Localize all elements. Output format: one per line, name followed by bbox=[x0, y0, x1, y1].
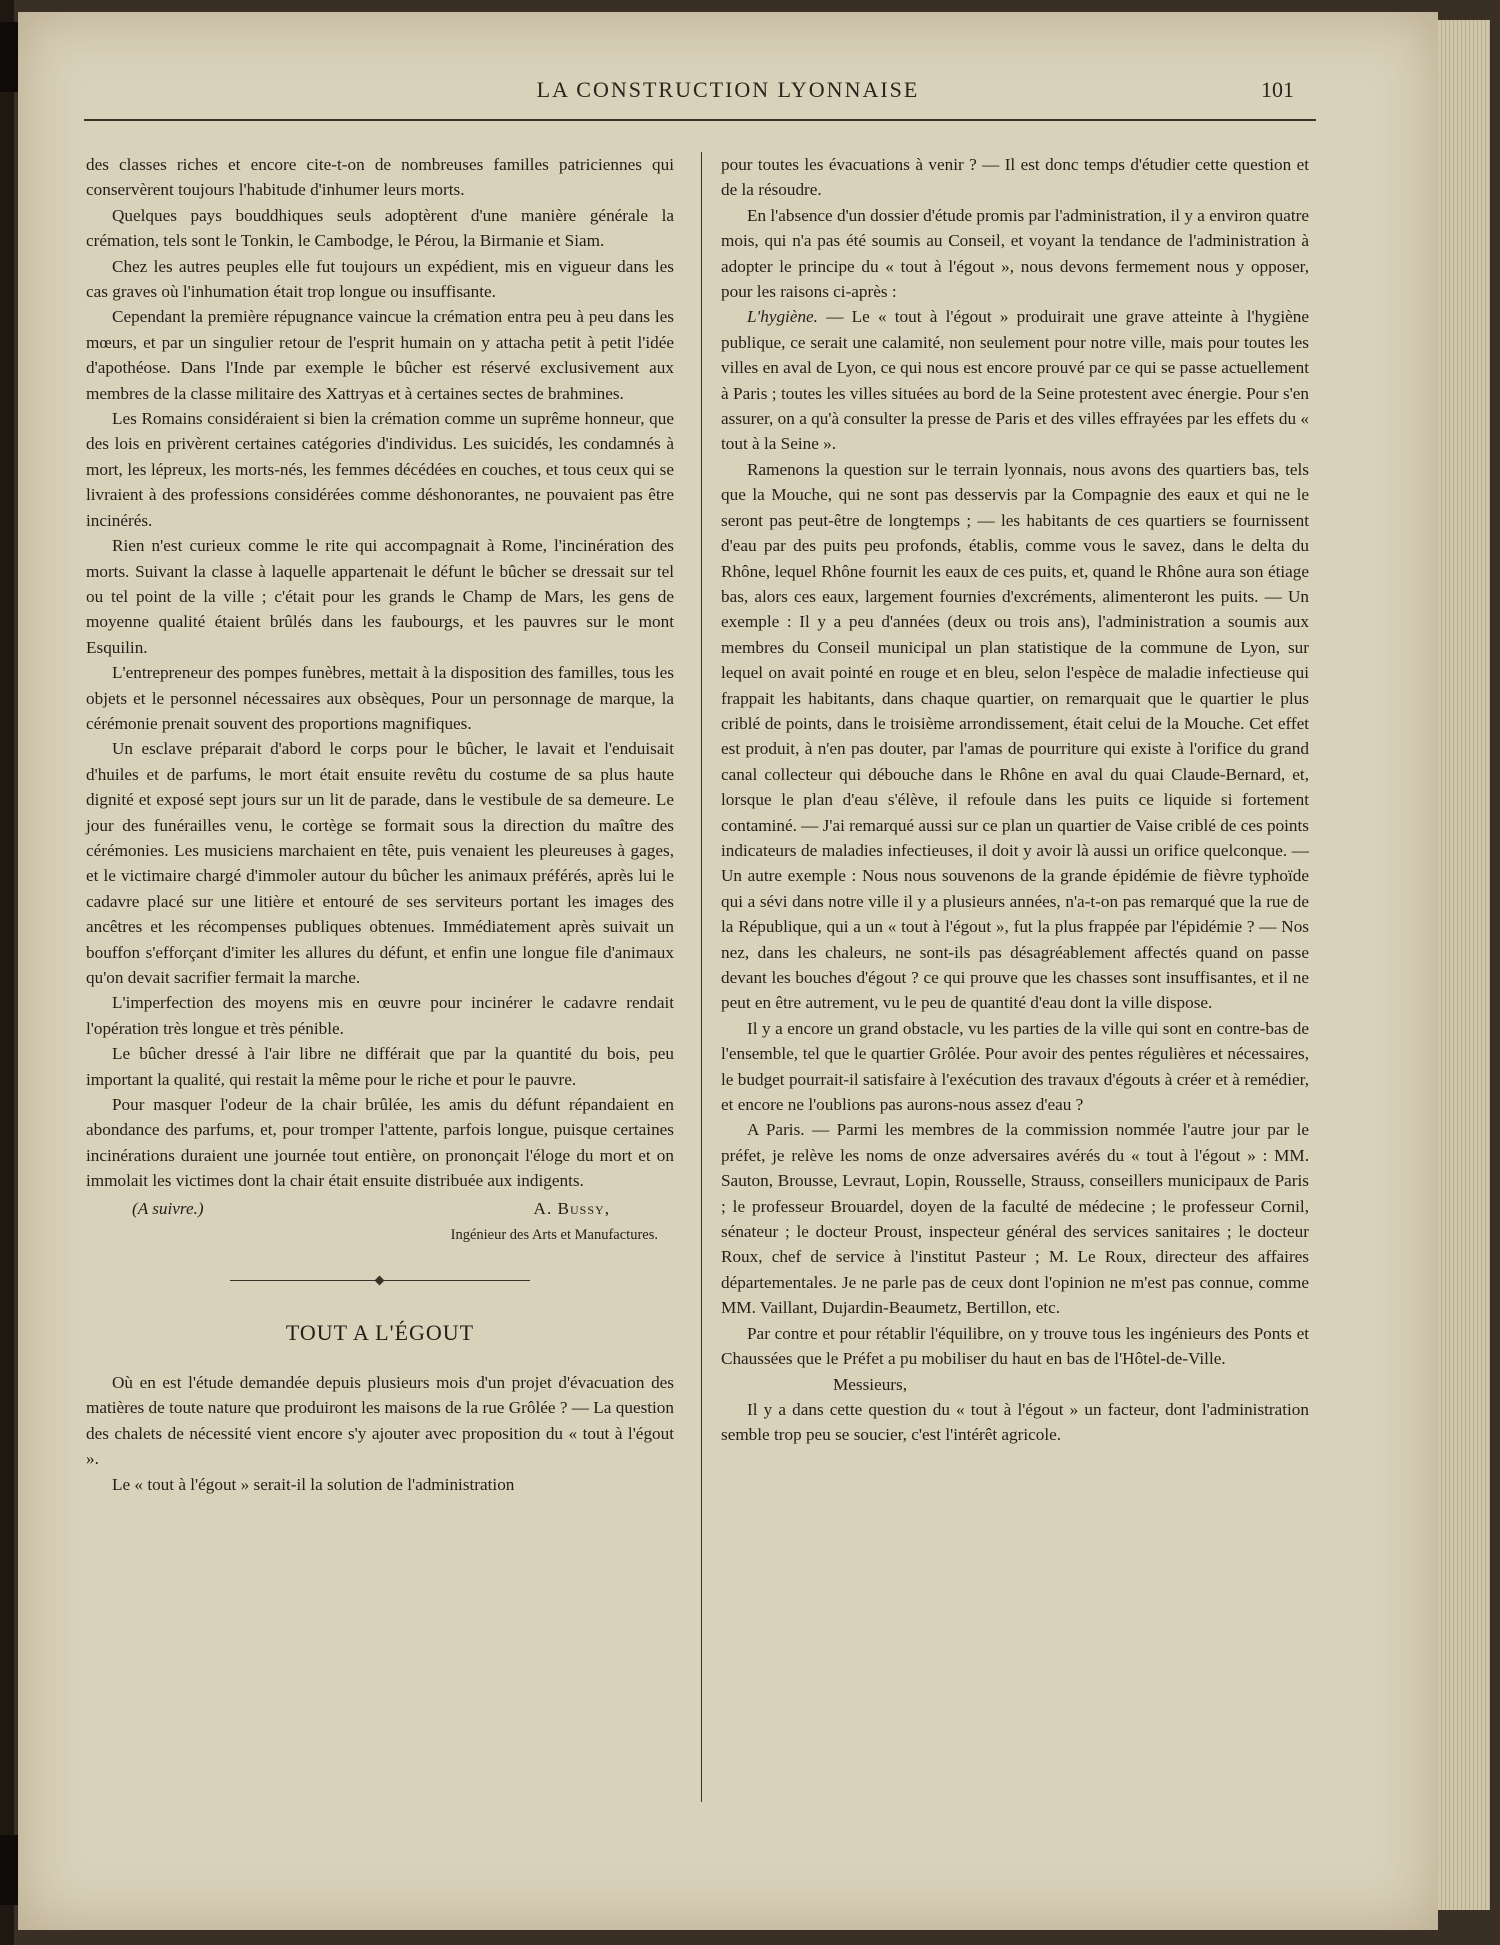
article-signature bbox=[86, 1196, 674, 1221]
paragraph: Ramenons la question sur le terrain lyonnais, nous avons des quartiers bas, tels que la Mouche, qui ne sont pas desservis par la Compagnie des eaux et qui ne le seront pas peut-être de longtemps ; — les habitants de ces quartiers se fournissent d'eau par des puits peu profonds, établis, comme vous le savez, dans le delta du Rhône, lequel Rhône fournit les eaux de ces puits, et, quand le Rhône aura son étiage bas, alors ces eaux, largement fournies d'excréments, alimenteront les puits. — Un exemple : Il y a peu d'années (deux ou trois ans), l'administration a soumis aux membres du Conseil municipal un plan statistique de la commune de Lyon, sur lequel on avait pointé en rouge et en bleu, selon l'espèce de maladie infectieuse qui frappait les habitants, dans chaque quartier, on remarquait que le quartier le plus criblé de points, dans le troisième arrondissement, était celui de la Mouche. Cet effet est produit, à n'en pas douter, par l'amas de pourriture qui existe à l'orifice du grand canal collecteur qui débouche dans le Rhône en aval du quai Claude-Bernard, et, lorsque le plan d'eau s'élève, il refoule dans les puits ce liquide si fortement contaminé. — J'ai remarqué aussi sur ce plan un quartier de Vaise criblé de ces points indicateurs de maladies infectieuses, il doit y avoir là aussi un orifice quelconque. — Un autre exemple : Nous nous souvenons de la grande épidémie de fièvre typhoïde qui a sévi dans notre ville il y a plusieurs années, n'a-t-on pas remarqué que la rue de la République, qui a un « tout à l'égout », fut la plus frappée par l'épidémie ? — Nos nez, dans les chaleurs, ne sont-ils pas désagréablement affectés quand on passe devant les bouches d'égout ? ce qui prouve que les chasses sont insuffisantes, et il ne peut en être autrement, vu le peu de quantité d'eau dont la ville dispose. bbox=[721, 459, 1309, 1013]
paragraph: En l'absence d'un dossier d'étude promis par l'administration, il y a environ quatre mois, qui n'a pas été soumis au Conseil, et voyant la tendance de l'administration à adopter le principe du « tout à l'égout », nous devons fermement nous y opposer, pour les raisons ci-après : bbox=[721, 205, 1309, 302]
paragraph: Quelques pays bouddhiques seuls adoptèrent d'une manière générale la crémation, tels sont le Tonkin, le Cambodge, le Pérou, la Birmanie et Siam. bbox=[86, 205, 674, 251]
page-number: 101 bbox=[1261, 77, 1294, 102]
paragraph: Il y a encore un grand obstacle, vu les parties de la ville qui sont en contre-bas de l'ensemble, tel que le quartier Grôlée. Pour avoir des pentes régulières et nécessaires, le budget pourrait-il satisfaire à l'exécution des travaux d'égouts à créer et à remédier, et encore ne l'oublions pas aurons-nous assez d'eau ? bbox=[721, 1018, 1309, 1115]
author-name: A. Bussy, bbox=[533, 1198, 610, 1218]
hygiene-lead: L'hygiène. bbox=[747, 307, 818, 327]
paragraph: Le « tout à l'égout » serait-il la solution de l'administration bbox=[112, 1474, 515, 1494]
paragraph: pour toutes les évacuations à venir ? — Il est donc temps d'étudier cette question et de la résoudre. bbox=[721, 155, 1309, 200]
paragraph: A Paris. — Parmi les membres de la commission nommée l'autre jour par le préfet, je relève les noms de onze adversaires avérés du « tout à l'égout » : MM. Sauton, Brousse, Levraut, Lopin, Rousselle, Strauss, conseillers municipaux de Paris ; le professeur Brouardel, doyen de la faculté de médecine ; le professeur Cornil, sénateur ; le docteur Proust, inspecteur général des services sanitaires ; le docteur Roux, chef de service à l'institut Pasteur ; M. Le Roux, directeur des affaires départementales. Je ne parle pas de ceux dont l'opinion ne m'est pas connue, comme MM. Vaillant, Dujardin-Beaumetz, Bertillon, etc. bbox=[721, 1120, 1309, 1318]
to-be-continued-note: (A suivre.) bbox=[132, 1198, 204, 1218]
paragraph: Il y a dans cette question du « tout à l'égout » un facteur, dont l'administration semble trop peu se soucier, c'est l'intérêt agricole. bbox=[721, 1399, 1309, 1445]
section-title: TOUT A L'ÉGOUT bbox=[285, 1320, 475, 1346]
paragraph: L'entrepreneur des pompes funèbres, mettait à la disposition des familles, tous les objets et le personnel nécessaires aux obsèques, Pour un personnage de marque, la cérémonie prenait souvent des proportions magnifiques. bbox=[86, 663, 674, 733]
left-column bbox=[86, 152, 674, 1497]
paragraph: Rien n'est curieux comme le rite qui accompagnait à Rome, l'incinération des morts. Suivant la classe à laquelle appartenait le défunt le bûcher se dressait sur tel ou tel point de la ville ; c'était pour les grands le Champ de Mars, les gens de moyenne qualité étaient brûlés dans les faubourgs, et les pauvres sur le mont Esquilin. bbox=[86, 536, 674, 657]
paragraph: des classes riches et encore cite-t-on de nombreuses familles patriciennes qui conservèrent toujours l'habitude d'inhumer leurs morts. bbox=[86, 155, 674, 200]
binding-tab bbox=[0, 1835, 20, 1905]
paragraph-text: — Le « tout à l'égout » produirait une grave atteinte à l'hygiène publique, ce serait une calamité, non seulement pour notre ville, mais pour toutes les villes en aval de Lyon, ce qui nous est encore prouvé par ce qui se passe actuellement à Paris ; toutes les villes situées au bord de la Seine protestent avec énergie. Pour s'en assurer, on a qu'à consulter la presse de Paris et des villes effrayées par les effets du « tout à la Seine ». bbox=[721, 307, 1309, 454]
journal-page bbox=[18, 12, 1438, 1930]
section-ornament bbox=[230, 1276, 530, 1286]
paragraph: Cependant la première répugnance vaincue la crémation entra peu à peu dans les mœurs, et par un singulier retour de l'esprit humain on y attacha petit à petit l'idée d'apothéose. Dans l'Inde par exemple le bûcher est réservé exclusivement aux membres de la classe militaire des Xattryas et à certaines sectes de brahmines. bbox=[86, 307, 674, 403]
paragraph: Les Romains considéraient si bien la crémation comme un suprême honneur, que des lois en privèrent certaines catégories d'individus. Les suicidés, les condamnés à mort, les lépreux, les morts-nés, les femmes décédées en couches, et tous ceux qui se livraient à des professions considérées comme déshonorantes, ne pouvaient pas être incinérés. bbox=[86, 409, 674, 530]
salutation: Messieurs, bbox=[833, 1374, 907, 1394]
page-stack-edge bbox=[1438, 20, 1490, 1910]
paragraph: Un esclave préparait d'abord le corps pour le bûcher, le lavait et l'enduisait d'huiles et de parfums, le mort était ensuite revêtu du costume de sa plus haute dignité et exposé sept jours sur un lit de parade, dans le vestibule de sa demeure. Le jour des funérailles venu, le cortège se formait sous la direction du maître des cérémonies. Les musiciens marchaient en tête, puis venaient les pleureuses à gages, et le victimaire chargé d'immoler autour du bûcher les animaux préférés, après lui le cadavre placé sur une litière et entouré de ses serviteurs portant les images des ancêtres et les récompenses publiques obtenues. Immédiatement après suivait un bouffon s'efforçant d'imiter les allures du défunt, et enfin une longue file d'animaux qu'on devait sacrifier fermait la marche. bbox=[86, 739, 674, 987]
book-spine bbox=[0, 0, 14, 1945]
author-affiliation: Ingénieur des Arts et Manufactures. bbox=[450, 1227, 658, 1244]
running-title: LA CONSTRUCTION LYONNAISE bbox=[536, 77, 920, 102]
paragraph: L'imperfection des moyens mis en œuvre pour incinérer le cadavre rendait l'opération très longue et très pénible. bbox=[86, 993, 674, 1038]
paragraph bbox=[721, 304, 1309, 456]
right-column bbox=[721, 152, 1309, 1448]
column-divider bbox=[701, 152, 702, 1802]
paragraph: Chez les autres peuples elle fut toujours un expédient, mis en vigueur dans les cas graves où l'inhumation était trop longue ou insuffisante. bbox=[86, 256, 674, 302]
paragraph: Où en est l'étude demandée depuis plusieurs mois d'un projet d'évacuation des matières de toute nature que produiront les maisons de la rue Grôlée ? — La question des chalets de nécessité vient encore s'y ajouter avec proposition du « tout à l'égout ». bbox=[86, 1372, 674, 1469]
header-rule bbox=[84, 119, 1316, 121]
paragraph: Par contre et pour rétablir l'équilibre, on y trouve tous les ingénieurs des Ponts et Chaussées que le Préfet a pu mobiliser du haut en bas de l'Hôtel-de-Ville. bbox=[721, 1323, 1309, 1369]
paragraph: Le bûcher dressé à l'air libre ne différait que par la quantité du bois, peu important la qualité, qui restait la même pour le riche et pour le pauvre. bbox=[86, 1044, 674, 1089]
binding-tab bbox=[0, 22, 20, 92]
paragraph: Pour masquer l'odeur de la chair brûlée, les amis du défunt répandaient en abondance des parfums, et, pour tromper l'attente, parfois longue, puisque certaines incinérations duraient une journée tout entière, on prononçait l'éloge du mort et on immolait les victimes dont la chair était ensuite distribuée aux indigents. bbox=[86, 1095, 674, 1191]
